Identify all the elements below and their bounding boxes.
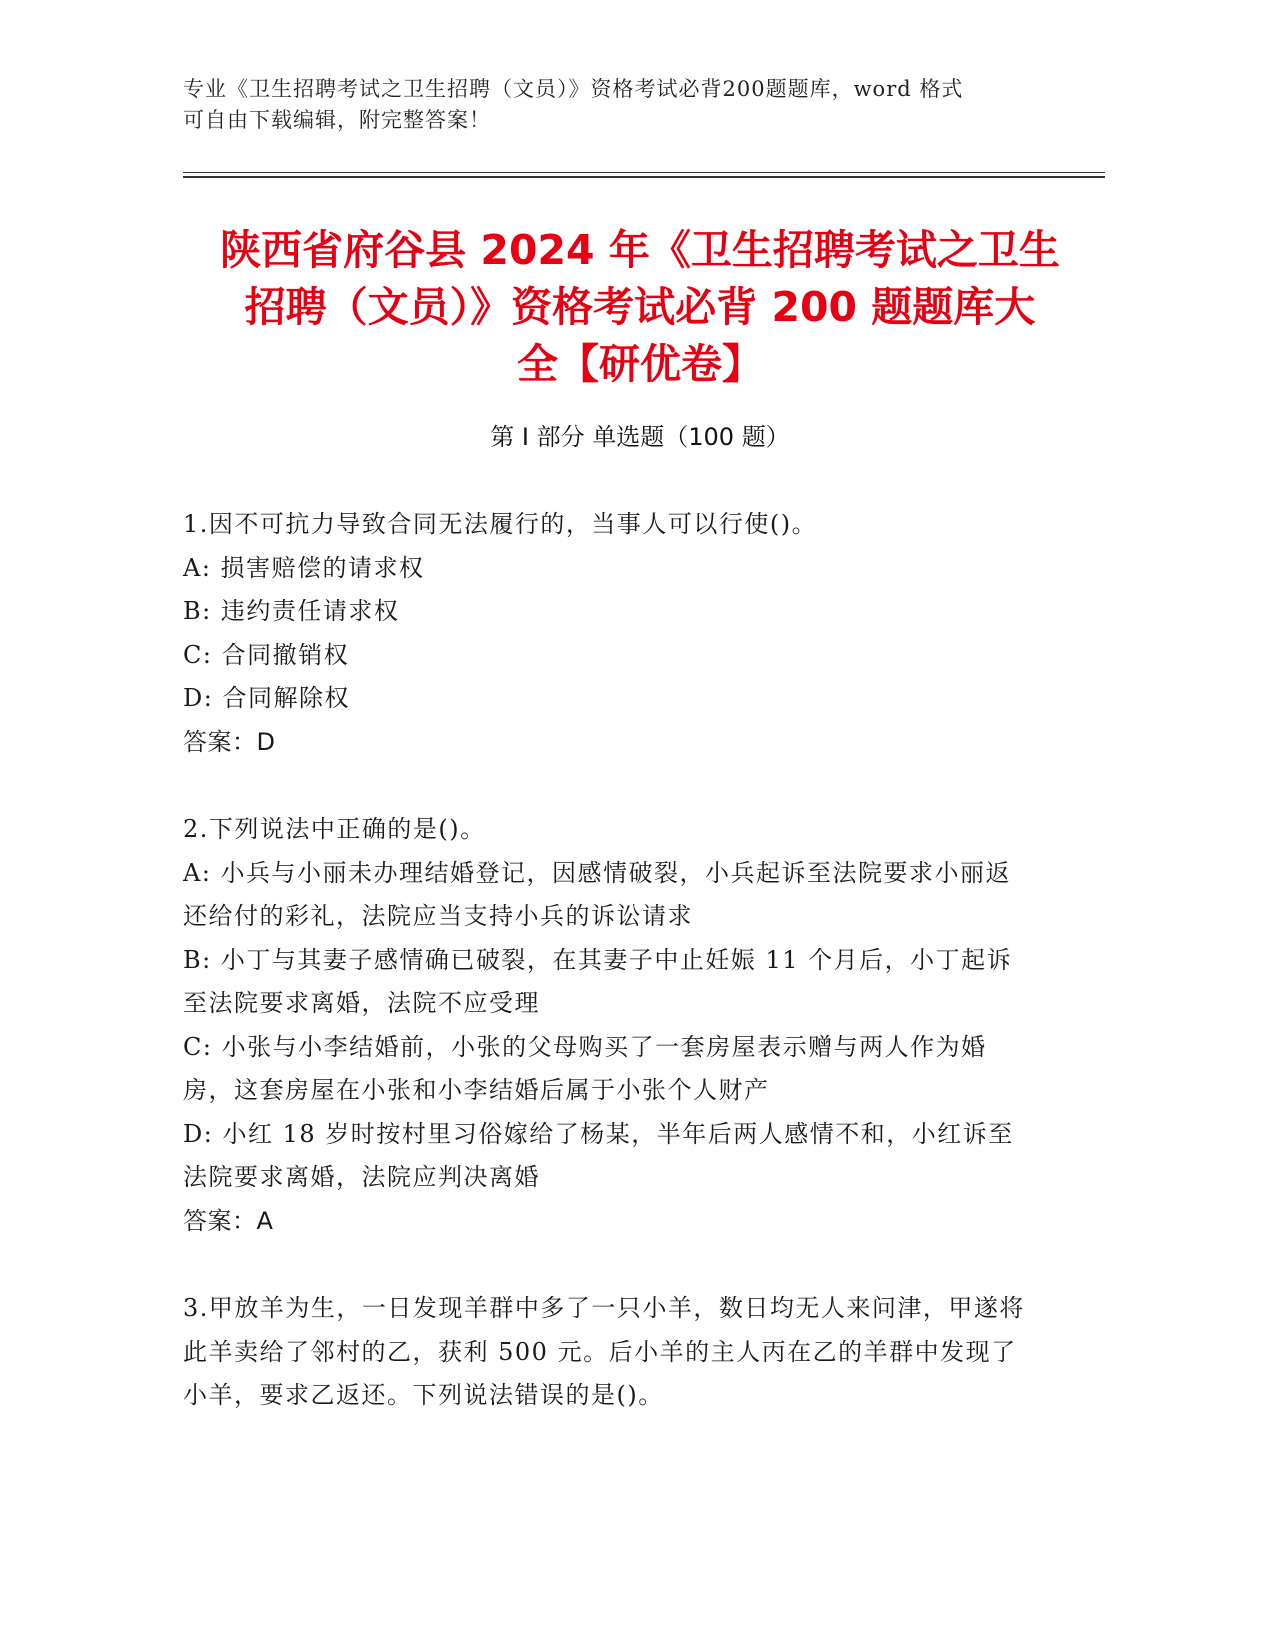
header-note-line-1: 专业《卫生招聘考试之卫生招聘（文员）》资格考试必背200题题库，word 格式 [183,77,964,101]
answer-label: 答案：D [183,727,276,756]
option-c: C: 合同撤销权 [183,640,350,669]
header-divider-thin [183,172,1105,173]
question-1 [183,503,1033,764]
option-d: D: 小红 18 岁时按村里习俗嫁给了杨某，半年后两人感情不和，小红诉至法院要求离婚，法院应判决离婚 [183,1119,1014,1191]
document-title [170,222,1110,393]
question-stem: 1.因不可抗力导致合同无法履行的，当事人可以行使()。 [183,510,818,538]
option-a: A: 损害赔偿的请求权 [183,553,425,582]
option-a: A: 小兵与小丽未办理结婚登记，因感情破裂，小兵起诉至法院要求小丽返还给付的彩礼，法院应当支持小兵的诉讼请求 [183,858,1012,930]
title-line-1: 陕西省府谷县 2024 年《卫生招聘考试之卫生 [220,226,1060,274]
section-heading: 第 I 部分 单选题（100 题） [490,423,790,451]
question-stem: 3.甲放羊为生，一日发现羊群中多了一只小羊，数日均无人来问津，甲遂将此羊卖给了邻村的乙，获利 500 元。后小羊的主人丙在乙的羊群中发现了小羊，要求乙返还。下列说法错误的是()。 [183,1294,1025,1409]
header-note [183,74,1053,136]
title-line-2: 招聘（文员）》资格考试必背 200 题题库大 [244,283,1036,331]
option-b: B: 违约责任请求权 [183,597,400,625]
header-note-line-2: 可自由下载编辑，附完整答案！ [183,108,491,132]
option-b: B: 小丁与其妻子感情确已破裂，在其妻子中止妊娠 11 个月后，小丁起诉至法院要求离婚，法院不应受理 [183,945,1013,1017]
title-line-3: 全【研优卷】 [517,340,763,388]
option-d: D: 合同解除权 [183,684,350,712]
answer-label: 答案：A [183,1206,274,1235]
question-stem: 2.下列说法中正确的是()。 [183,815,486,843]
question-2 [183,808,1033,1243]
option-c: C: 小张与小李结婚前，小张的父母购买了一套房屋表示赠与两人作为婚房，这套房屋在小张和小李结婚后属于小张个人财产 [183,1032,987,1104]
question-3 [183,1287,1033,1418]
header-divider-thick [183,176,1105,178]
